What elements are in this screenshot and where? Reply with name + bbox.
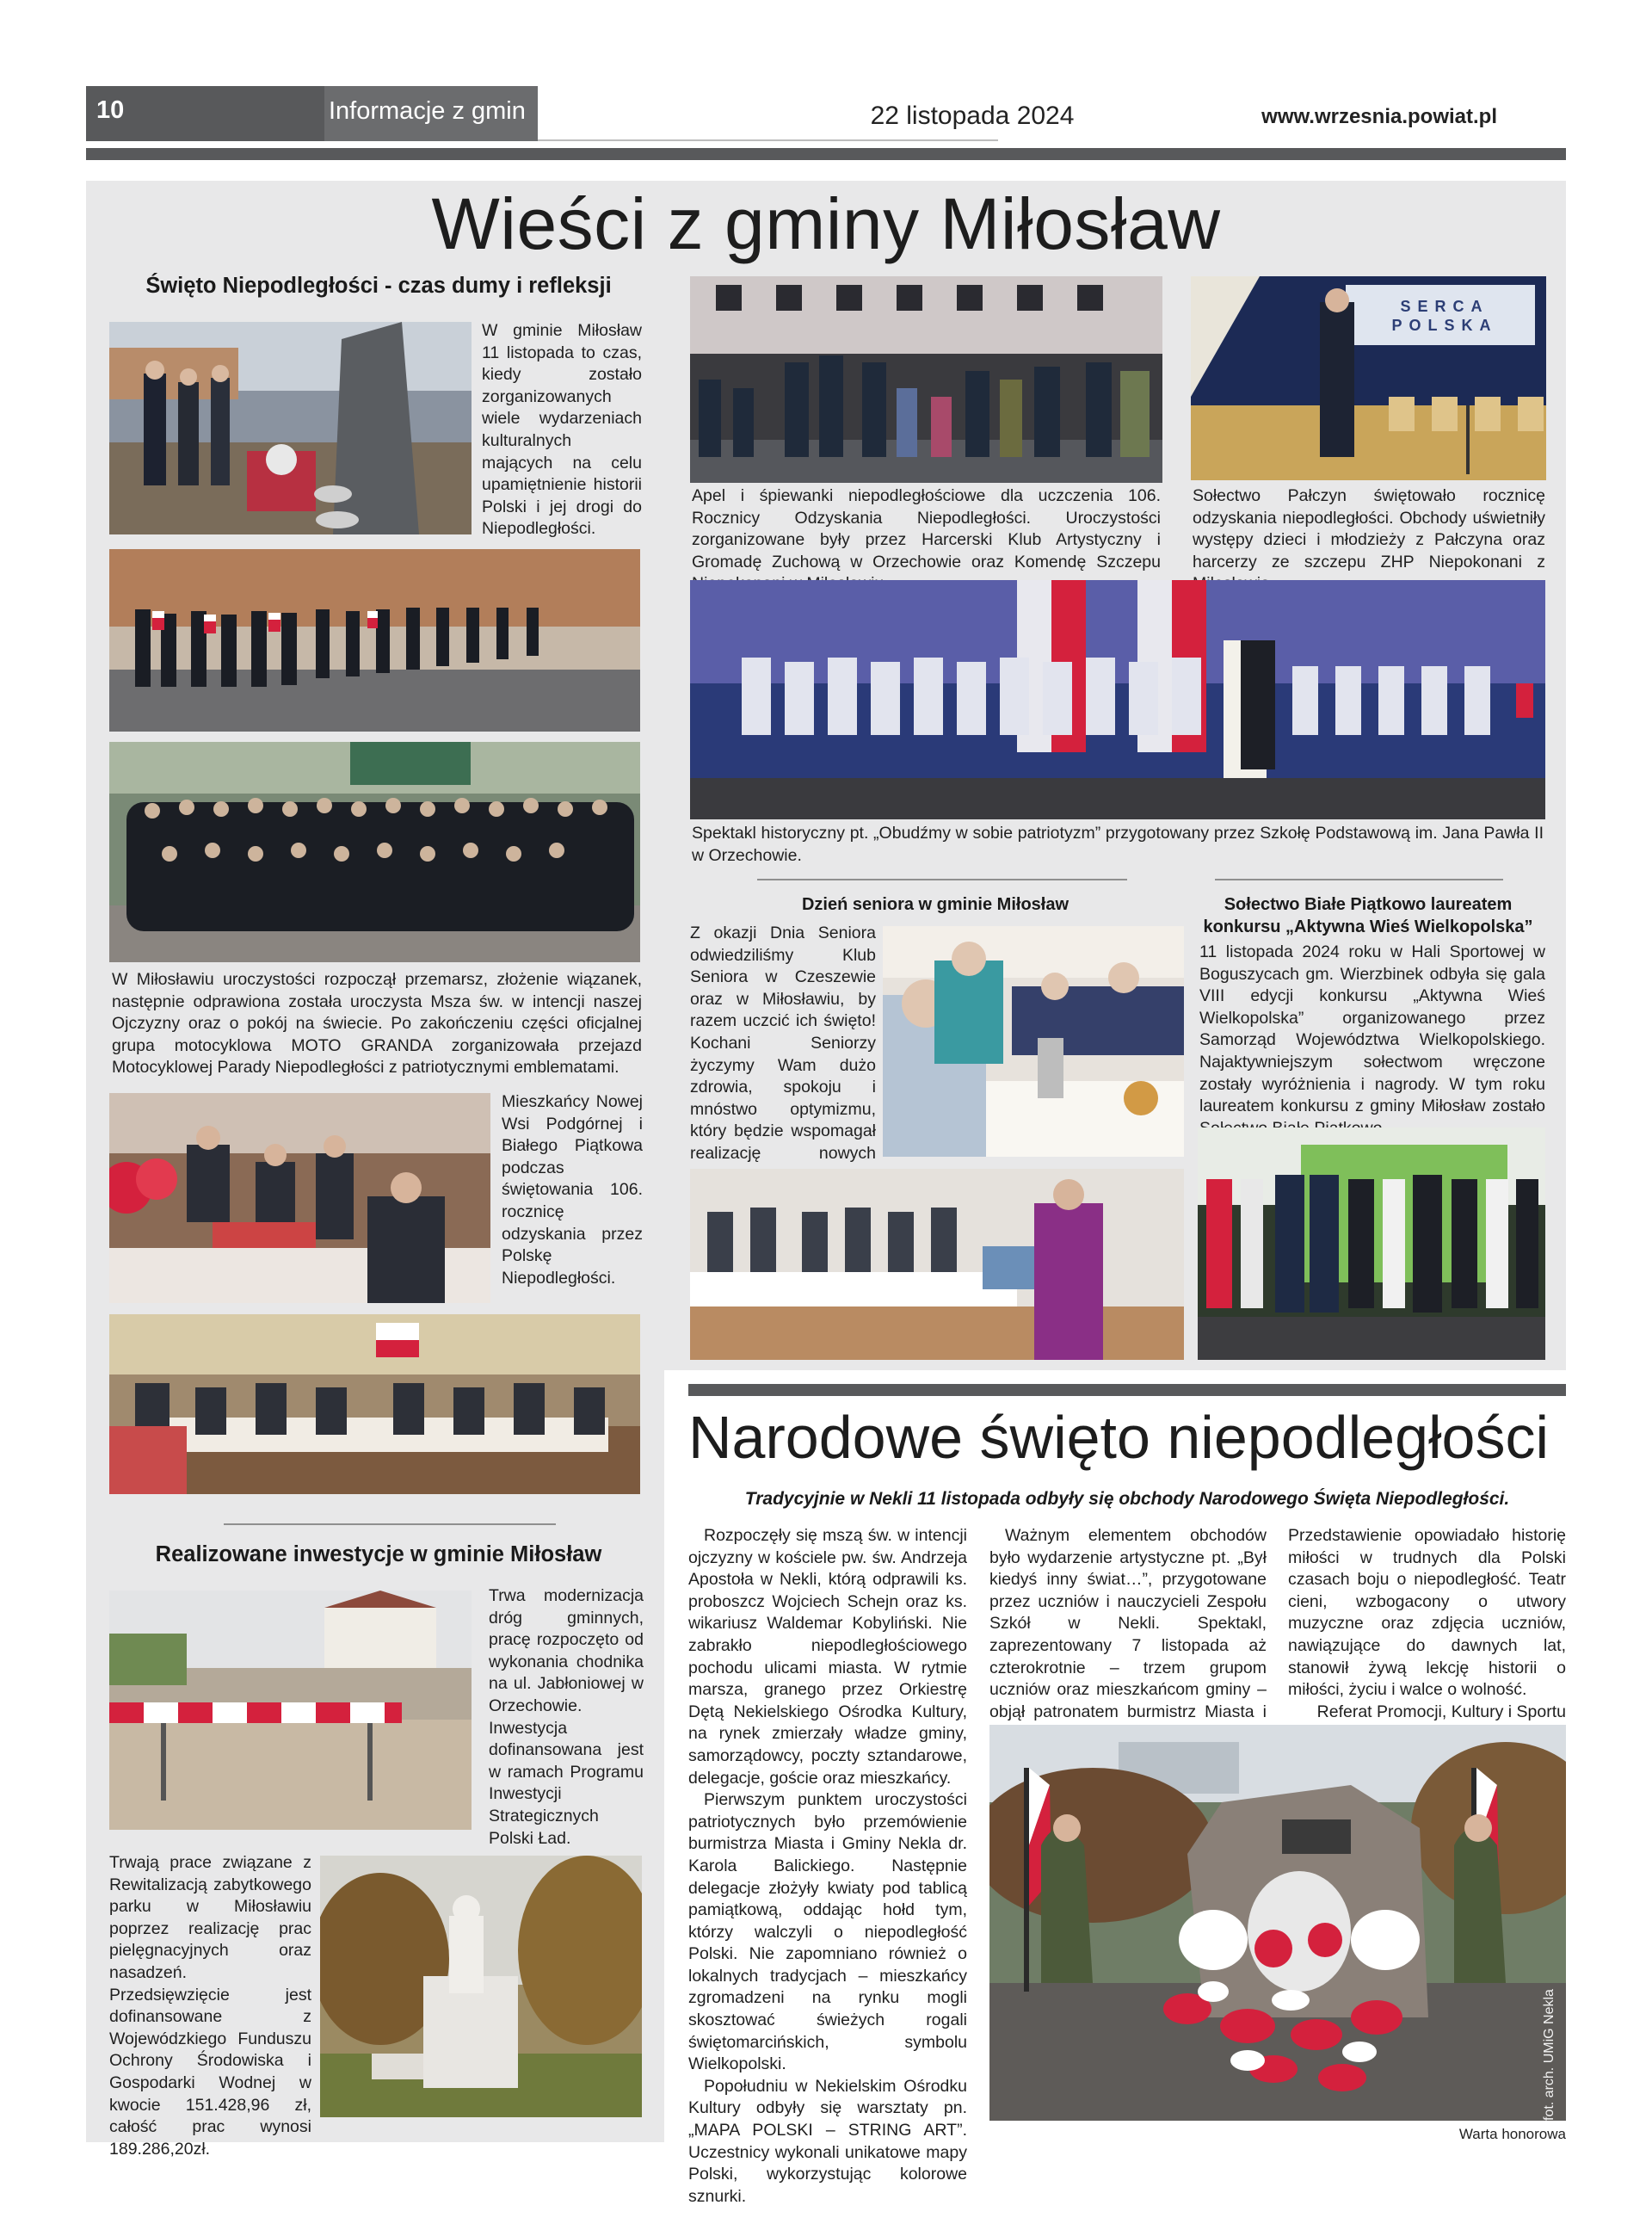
photo-warta-honorowa bbox=[989, 1725, 1566, 2121]
photo-spektakl bbox=[690, 580, 1545, 819]
palczyn-caption: Sołectwo Pałczyn świętowało rocznicę odzyskania niepodległości. Obchody uświetniły występy dzieci i młodzieży z Pałczyna oraz harcerzy ze szczepu ZHP Niepokonani z bbox=[1193, 486, 1545, 571]
nekla-col2-p1: Ważnym elementem obchodów było wydarzenie artystyczne pt. „Był kiedyś inny świat…”, przygotowane przez uczniów i nauczycieli Zespołu Szkół w Nekli. Spektakl, zaprezentowany 7 listopada aż czterokrotnie – trzem grupom uczniów oraz mieszkańcom gminy – objął patronatem burmistrz Miasta i bbox=[989, 1526, 1267, 1721]
left-divider bbox=[224, 1523, 556, 1525]
mid-divider bbox=[757, 879, 1127, 880]
photo-biale-gala bbox=[1198, 1127, 1545, 1360]
photo-road-works bbox=[109, 1591, 472, 1830]
swieto-intro: W gminie Miłosław 11 listopada to czas, kiedy zostało zorganizowanych wiele wydarzeniach kulturalnych mających na celu upamiętnienie historii Polski i jej drogi do Niepodległości. bbox=[482, 321, 642, 539]
nekla-column-1 bbox=[688, 1525, 967, 2208]
page-title: Wieści z gminy Miłosław bbox=[431, 183, 1221, 264]
nekla-col1-p3: Popołudniu w Nekielskim Ośrodku Kultury odbyły się warsztaty pn. „MAPA POLSKI – STRING ART”. Uczestnicy wykonali unikatowe mapy Polski, wykorzystując kolorowe sznurki. bbox=[688, 2076, 967, 2206]
nekla-column-3 bbox=[1288, 1525, 1566, 1723]
spektakl-caption: Spektakl historyczny pt. „Obudźmy w sobie patriotyzm” przygotowany przez Szkołę Podstawową im. Jana Pawła II w Orzechowie. bbox=[692, 824, 1544, 865]
photo-march bbox=[109, 549, 640, 732]
issue-date: 22 listopada 2024 bbox=[870, 102, 1075, 130]
biale-heading bbox=[1191, 893, 1545, 938]
photo-seniora-club bbox=[883, 926, 1184, 1157]
nekla-col1-p2: Pierwszym punktem uroczystości patriotycznych było przemówienie burmistrza Miasta i Gminy Nekla dr. Karola Balickiego. Następnie delegacje złożyły kwiaty pod tablicą pamiątkową, oddając hołd tym, którzy walczyli o niepodległość Polski. Nie zapomniano również o lokalnych tradycjach – mieszkańcy zgromadzeni na rynku mogli skosztować świeżych rogali świętomarcińskich, symbolu Wielkopolski. bbox=[688, 1790, 967, 2074]
photo-park bbox=[320, 1856, 642, 2117]
photo-banquet bbox=[109, 1314, 640, 1494]
march-caption: W Miłosławiu uroczystości rozpoczął przemarsz, złożenie wiązanek, następnie odprawiona została uroczysta Msza św. w intencji naszej Ojczyzny oraz o pokój na świecie. Po zakończeniu części oficjalnej grupa motocyklowa MOTO GRANDA zorganizowała przejazd Motocyklowej Parady Niepodległości z patriotycznymi emblematami. bbox=[112, 970, 642, 1078]
photo-apel bbox=[690, 276, 1162, 483]
header-divider bbox=[538, 139, 998, 141]
photo-palczyn bbox=[1191, 276, 1546, 480]
biale-heading-line1: Sołectwo Białe Piątkowo laureatem bbox=[1224, 895, 1513, 914]
seniora-heading: Dzień seniora w gminie Miłosław bbox=[801, 895, 1069, 914]
photo-moto-granda bbox=[109, 742, 640, 962]
nekla-column-2 bbox=[989, 1525, 1267, 1745]
nekla-col1-p1: Rozpoczęły się mszą św. w intencji ojczyzny w kościele pw. św. Andrzeja Apostoła w Nekli, którą odprawili ks. proboszcz Wojciech Schejn oraz ks. wikariusz Waldemar Kobyliński. Nie zabrakło niepodległościowego pochodu ulicami miasta. W rytmie marsza, granego przez Orkiestrę Dętą Nekielskiego Ośrodka Kultury, na rynek zmierzały władze gminy, samorządowcy, poczty sztandarowe, delegacje, goście oraz mieszkańcy. bbox=[688, 1526, 967, 1788]
biale-text: 11 listopada 2024 roku w Hali Sportowej w Boguszycach gm. Wierzbinek odbyła się gala VIII edycji konkursu „Aktywna Wieś Wielkopolska” organizowanego przez Samorząd Województwa Wielkopolskiego. Najaktywniejszym sołectwom wręczone zostały wyróżnienia i nagrody. W tym roku laureatem konkursu z gminy Miłosław zostało bbox=[1199, 942, 1545, 1116]
swieto-heading: Święto Niepodległości - czas dumy i refleksji bbox=[145, 274, 612, 298]
apel-caption: Apel i śpiewanki niepodległościowe dla uczczenia 106. Rocznicy Odzyskania Niepodległości. Uroczystości zorganizowane były przez Harcerski Klub Artystyczny i Gromadę Zuchową w Orzechowie oraz Komendę Szczepu bbox=[692, 486, 1161, 571]
inwestycje-heading: Realizowane inwestycje w gminie Miłosław bbox=[155, 1542, 602, 1566]
nekla-bar bbox=[688, 1384, 1566, 1396]
header-bar bbox=[86, 148, 1566, 160]
page-number: 10 bbox=[86, 86, 324, 141]
nekla-lead: Tradycyjnie w Nekli 11 listopada odbyły się obchody Narodowego Święta Niepodległości. bbox=[744, 1489, 1510, 1509]
photo-monument bbox=[109, 322, 472, 534]
warta-caption: Warta honorowa bbox=[1458, 2126, 1566, 2142]
photo-residents bbox=[109, 1093, 490, 1303]
nekla-signature: Referat Promocji, Kultury i Sportu bbox=[1316, 1702, 1566, 1721]
right-divider bbox=[1215, 879, 1503, 880]
roads-text: Trwa modernizacja dróg gminnych, pracę rozpoczęto od wykonania chodnika na ul. Jabłoniowej w Orzechowie. Inwestycja dofinansowana jest w ramach Programu Inwestycji Strategicznych Polski Ład. bbox=[489, 1586, 644, 1848]
photo-credit: fot. arch. UMiG Nekla bbox=[1542, 1989, 1556, 2121]
nekla-col3-p1: Przedstawienie opowiadało historię miłości w trudnych dla Polski czasach boju o niepodległość. Teatr cieni, wzbogacony o utwory muzyczne oraz zdjęcia uczniów, nawiązujące do dawnych lat, stanowił żywą lekcję historii o miłości, życiu i walce o wolność. bbox=[1288, 1526, 1566, 1700]
photo-seniora-hall bbox=[690, 1169, 1184, 1360]
section-title: Informacje z gmin bbox=[324, 86, 538, 141]
stage-banner: SERCA POLSKA bbox=[1391, 298, 1498, 334]
residents-caption: Mieszkańcy Nowej Wsi Podgórnej i Białego Piątkowa podczas świętowania 106. rocznicę odzyskania przez Polskę Niepodległości. bbox=[502, 1092, 643, 1288]
biale-heading-line2: konkursu „Aktywna Wieś Wielkopolska” bbox=[1203, 917, 1533, 936]
park-text: Trwają prace związane z Rewitalizacją zabytkowego parku w Miłosławiu poprzez realizację prac pielęgnacyjnych oraz nasadzeń. Przedsięwzięcie jest dofinansowane z Wojewódzkiego Funduszu Ochrony Środowiska i Gospodarki Wodnej w kwocie 151.428,96 zł, całość prac wynosi 189.286,20zł. bbox=[109, 1853, 311, 2159]
nekla-title: Narodowe święto niepodległości bbox=[688, 1404, 1550, 1471]
seniora-text: Z okazji Dnia Seniora odwiedziliśmy Klub Seniora w Czeszewie oraz w Miłosławiu, by razem uczcić ich święto! Kochani Seniorzy życzymy Wam dużo zdrowia, spokoju i mnóstwo optymizmu, który będzie wspomagał realizację nowych bbox=[690, 924, 876, 1163]
website-link[interactable]: www.wrzesnia.powiat.pl bbox=[1261, 105, 1497, 128]
